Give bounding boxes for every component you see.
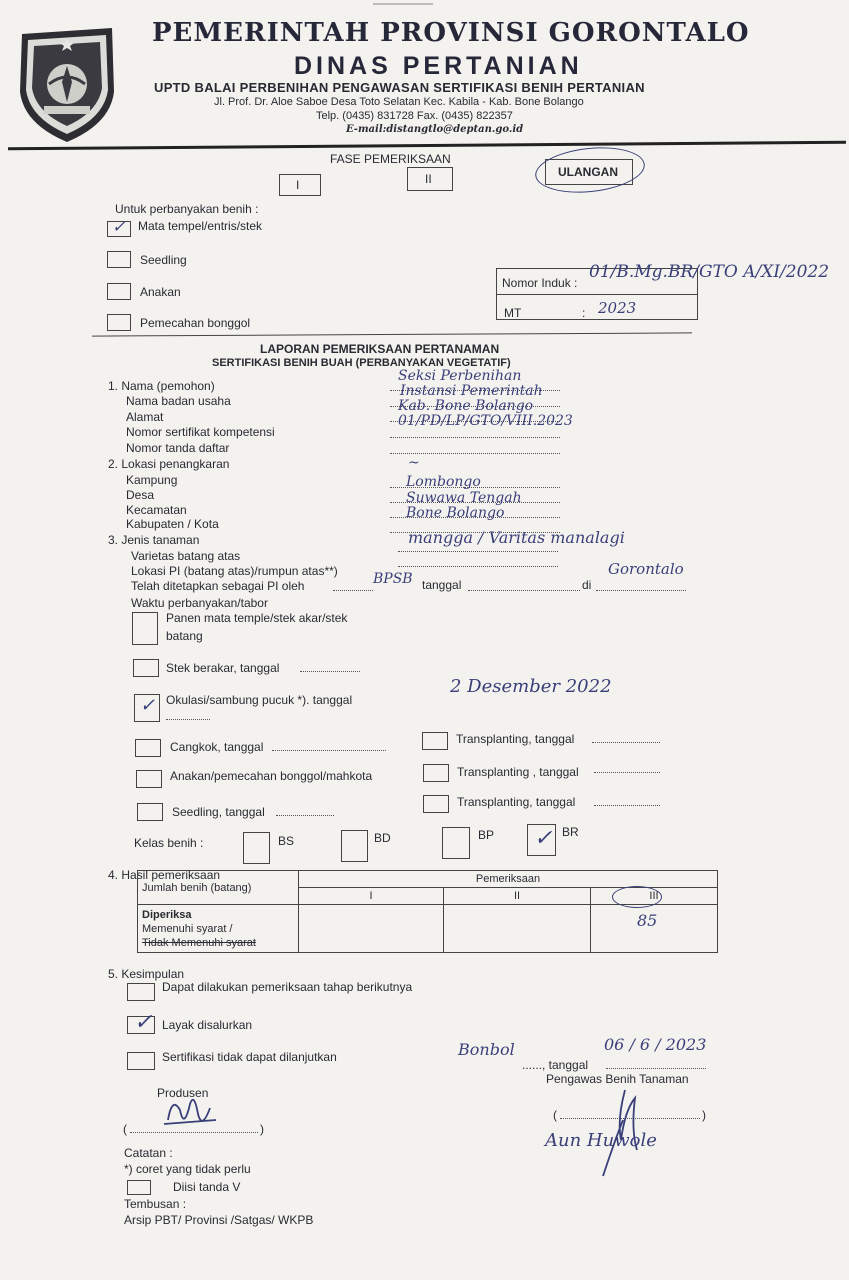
s2-desa-value: Lombongo	[406, 474, 481, 490]
cell-iii	[591, 905, 718, 953]
phase-1-label: I	[296, 178, 300, 192]
kelas-label: Kelas benih :	[134, 836, 204, 850]
panen-label: Panen mata temple/stek akar/stek	[166, 611, 348, 625]
bs-checkbox	[243, 832, 270, 864]
seedling-checkbox	[137, 803, 163, 821]
dept-title: DINAS PERTANIAN	[294, 52, 583, 80]
stek-checkbox	[133, 659, 159, 677]
col-ii: II	[444, 888, 591, 905]
gov-title: PEMERINTAH PROVINSI GORONTALO	[152, 18, 750, 48]
k3-checkbox	[127, 1052, 155, 1070]
s3-label: 3. Jenis tanaman	[108, 533, 200, 547]
pengawas-paren-open: (	[553, 1108, 557, 1122]
cell-i	[299, 905, 444, 953]
email: E-mail:distangtlo@deptan.go.id	[346, 124, 524, 135]
s1-badan-value: Instansi Pemerintah	[400, 383, 543, 399]
propagation-title: Untuk perbanyakan benih :	[115, 202, 259, 216]
transplant3-label: Transplanting, tanggal	[457, 795, 576, 809]
section-rule	[92, 332, 692, 336]
header-rule	[8, 141, 846, 151]
catatan-label: Catatan :	[124, 1146, 173, 1160]
s3-waktu: Waktu perbanyakan/tabor	[131, 596, 268, 610]
s1-sertifikat-value: 01/PD/LP/GTO/VIII.2023	[398, 413, 573, 429]
s2-label: 2. Lokasi penangkaran	[108, 457, 230, 471]
bp-label: BP	[478, 828, 495, 842]
paper-mark	[373, 3, 433, 5]
tembusan-label: Tembusan :	[124, 1197, 187, 1211]
cell-iii-value: 85	[637, 911, 658, 930]
sign-date: 06 / 6 / 2023	[604, 1035, 707, 1054]
opt1-label: Mata tempel/entris/stek	[138, 219, 263, 233]
address: Jl. Prof. Dr. Aloe Saboe Desa Toto Selatan Kec. Kabila - Kab. Bone Bolango	[214, 96, 584, 108]
s1-tanda: Nomor tanda daftar	[126, 441, 230, 455]
col-i: I	[299, 888, 444, 905]
s3-di-value: Gorontalo	[608, 560, 684, 578]
opt3-label: Anakan	[140, 285, 181, 299]
pengawas-paren-close: )	[702, 1108, 706, 1122]
report-subtitle: SERTIFIKASI BENIH BUAH (PERBANYAKAN VEGETATIF)	[212, 357, 511, 369]
row-label-cell	[138, 905, 299, 953]
br-check-mark: ✓	[534, 826, 553, 851]
s3-varietas: Varietas batang atas	[131, 549, 241, 563]
opt4-checkbox	[107, 314, 131, 331]
s1-sertifikat: Nomor sertifikat kompetensi	[126, 425, 275, 439]
row-memenuhi: Memenuhi syarat /	[142, 923, 233, 935]
mt-label: MT	[504, 306, 522, 320]
s3-ditetapkan: Telah ditetapkan sebagai PI oleh	[131, 579, 305, 593]
unit-title: UPTD BALAI PERBENIHAN PENGAWASAN SERTIFIKASI BENIH PERTANIAN	[154, 80, 645, 95]
bp-checkbox	[442, 827, 470, 859]
arsip-note: Arsip PBT/ Provinsi /Satgas/ WKPB	[124, 1213, 314, 1227]
transplant2-checkbox	[423, 764, 449, 782]
okulasi-check-mark: ✓	[140, 695, 156, 716]
jumlah-header: Jumlah benih (batang)	[138, 871, 299, 905]
s3-jenis-value: mangga / Varitas manalagi	[408, 528, 625, 547]
k3-label: Sertifikasi tidak dapat dilanjutkan	[162, 1050, 337, 1064]
s2-kabupaten: Kabupaten / Kota	[126, 517, 219, 531]
opt2-label: Seedling	[140, 253, 187, 267]
s1-alamat: Alamat	[126, 410, 164, 424]
coret-note: *) coret yang tidak perlu	[124, 1162, 251, 1176]
s4-label: 4. Hasil pemeriksaan	[108, 868, 221, 882]
produsen-signature	[158, 1090, 218, 1138]
transplant1-checkbox	[422, 732, 448, 750]
registry-divider	[496, 294, 698, 295]
transplant2-label: Transplanting , tanggal	[457, 765, 579, 779]
k2-label: Layak disalurkan	[162, 1018, 253, 1032]
opt4-label: Pemecahan bonggol	[140, 316, 251, 330]
anakan-label: Anakan/pemecahan bonggol/mahkota	[170, 769, 373, 783]
s1-label: 1. Nama (pemohon)	[108, 379, 215, 393]
col-iii-circle	[612, 886, 662, 908]
footer-checkbox	[127, 1180, 151, 1195]
circle-mark	[533, 142, 647, 197]
bs-label: BS	[278, 834, 295, 848]
pengawas-name: Aun Huwole	[545, 1130, 657, 1151]
panen-checkbox	[132, 612, 158, 645]
mt-value: 2023	[598, 299, 637, 317]
produsen-paren-open: (	[123, 1122, 127, 1136]
results-table	[137, 870, 718, 953]
s1-nama-value: Seksi Perbenihan	[398, 368, 522, 384]
bd-checkbox	[341, 830, 368, 862]
phase-2-label: II	[425, 172, 432, 186]
s2-kecamatan: Kecamatan	[126, 503, 187, 517]
produsen-title: Produsen	[157, 1086, 209, 1100]
transplant3-checkbox	[423, 795, 449, 813]
gorontalo-emblem-logo	[14, 22, 120, 146]
phase-3-label: ULANGAN	[558, 165, 618, 179]
mt-sep: :	[582, 306, 586, 320]
s3-oleh-value: BPSB	[373, 571, 413, 587]
cell-ii	[444, 905, 591, 953]
seedling-label: Seedling, tanggal	[172, 805, 265, 819]
s1-alamat-value: Kab. Bone Bolango	[398, 398, 534, 414]
s5-label: 5. Kesimpulan	[108, 967, 185, 981]
k1-checkbox	[127, 983, 155, 1001]
batang-label: batang	[166, 629, 203, 643]
registry-value: 01/B.Mg.BR/GTO A/XI/2022	[589, 262, 830, 282]
col-iii: III	[591, 888, 718, 905]
cangkok-label: Cangkok, tanggal	[170, 740, 264, 754]
bd-label: BD	[374, 831, 391, 845]
registry-label: Nomor Induk :	[502, 276, 578, 290]
pemeriksaan-header: Pemeriksaan	[299, 871, 718, 888]
okulasi-date-value: 2 Desember 2022	[450, 676, 612, 697]
phase-1-box	[279, 174, 321, 196]
sign-tanggal-label: ......, tanggal	[522, 1058, 589, 1072]
cangkok-checkbox	[135, 739, 161, 757]
s2-kabupaten-value: Bone Bolango	[406, 505, 505, 521]
k2-check-mark: ✓	[134, 1010, 153, 1035]
s3-tanggal: tanggal	[422, 578, 462, 592]
sign-place: Bonbol	[458, 1040, 515, 1059]
row-diperiksa: Diperiksa	[142, 909, 192, 921]
okulasi-label: Okulasi/sambung pucuk *). tanggal	[166, 693, 353, 707]
diisi-note: Diisi tanda V	[173, 1180, 241, 1194]
opt1-check-mark: ✓	[112, 217, 126, 236]
s2-kampung-value: ~	[408, 455, 420, 471]
opt2-checkbox	[107, 251, 131, 268]
s2-kecamatan-value: Suwawa Tengah	[406, 490, 522, 506]
opt3-checkbox	[107, 283, 131, 300]
k1-label: Dapat dilakukan pemeriksaan tahap berikutnya	[162, 980, 413, 994]
pengawas-title: Pengawas Benih Tanaman	[546, 1072, 689, 1086]
s3-lokasi: Lokasi PI (batang atas)/rumpun atas**)	[131, 564, 338, 578]
transplant1-label: Transplanting, tanggal	[456, 732, 575, 746]
anakan-checkbox	[136, 770, 162, 788]
s2-kampung: Kampung	[126, 473, 178, 487]
report-title: LAPORAN PEMERIKSAAN PERTANAMAN	[260, 342, 500, 356]
produsen-paren-close: )	[260, 1122, 264, 1136]
s3-di: di	[582, 578, 592, 592]
row-tidak-memenuhi: Tidak Memenuhi syarat	[142, 937, 256, 949]
s2-desa: Desa	[126, 488, 155, 502]
stek-label: Stek berakar, tanggal	[166, 661, 280, 675]
phase-title: FASE PEMERIKSAAN	[330, 152, 451, 166]
br-label: BR	[562, 825, 579, 839]
phone: Telp. (0435) 831728 Fax. (0435) 822357	[316, 110, 513, 122]
s1-badan: Nama badan usaha	[126, 394, 231, 408]
